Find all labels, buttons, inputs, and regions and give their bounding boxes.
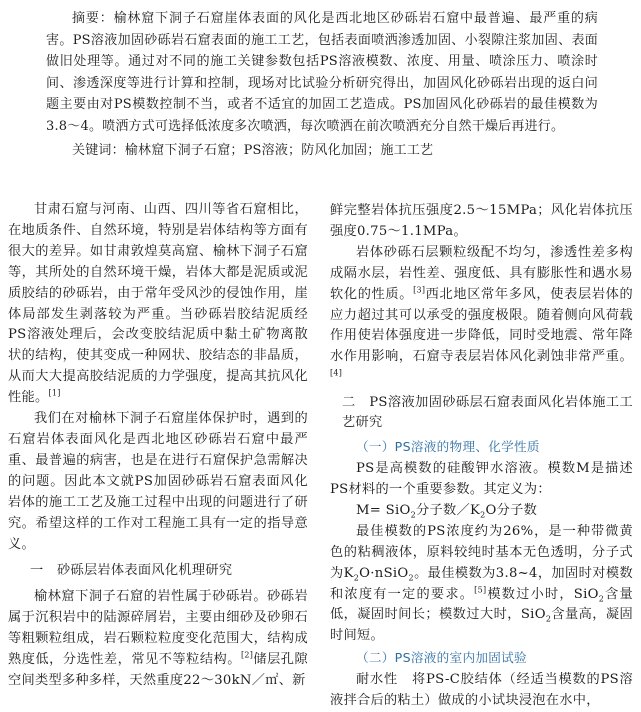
subscript: 2 xyxy=(410,510,416,520)
paragraph-text: 岩体砂砾石层颗粒级配不均匀，渗透性差多构成隔水层，岩性差、强度低、具有膨胀性和遇水易软化的性质。 xyxy=(330,244,633,302)
formula-part: 分子数／K xyxy=(416,502,481,518)
paragraph xyxy=(330,522,633,647)
paragraph-text: 含量低，凝固时间长；模数过大时，SiO xyxy=(330,586,634,623)
paragraph-text: 含量高，凝固时间短。 xyxy=(330,607,633,644)
formula-part: O分子数 xyxy=(485,502,538,518)
subsection-heading: （一）PS溶液的物理、化学性质 xyxy=(356,439,540,455)
paragraph-text: 。最佳模数为3.8~4，加固时对模数和浓度有一定的要求。 xyxy=(330,565,634,602)
subsection-heading: （二）PS溶液的室内加固试验 xyxy=(356,650,527,666)
paragraph xyxy=(330,243,633,389)
right-column xyxy=(330,201,633,712)
paragraph-text: 甘肃石窟与河南、山西、四川等省石窟相比，在地质条件、自然环境，特别是岩体结构等方面有很大的差异。如甘肃敦煌莫高窟、榆林下洞子石窟等，其所处的自然环境干燥，岩体大都是泥质或泥质胶结的砂砾岩，由于常年受风沙的侵蚀作用，崖体局部发生剥落较为严重。当砂砾岩胶结泥质经PS溶液处理后，会改变胶结泥质中黏土矿物离散状的结构，使其变成一种网状、胶结态的非晶质，从而大大提高胶结泥质的力学强度，提高其抗风化性能。 xyxy=(8,202,308,406)
paragraph: PS是高模数的硅酸钾水溶液。模数M是描述PS材料的一个重要参数。其定义为： xyxy=(330,461,633,497)
citation: [1] xyxy=(48,388,61,398)
paragraph-text: 西北地区常年多风，使表层岩体的应力超过其可以承受的强度极限。随着侧向风荷载作用使岩体强度进一步降低，同时受地震、常年降水作用影响，石窟寺表层岩体风化剥蚀非常严重。 xyxy=(330,286,633,365)
subscript: 2 xyxy=(480,510,486,520)
keywords: 关键词：榆林窟下洞子石窟；PS溶液；防风化加固；施工工艺 xyxy=(72,142,434,158)
subscript: 2 xyxy=(545,615,552,625)
subscript: 2 xyxy=(353,573,360,583)
citation: [4] xyxy=(330,368,343,378)
formula xyxy=(330,501,633,522)
paragraph xyxy=(8,587,308,692)
paragraph-text: 最佳模数的PS浓度约为26%，是一种带微黄色的粘稠液体，原料较纯时基本无色透明，分子式为K xyxy=(330,523,633,581)
section-heading: 二 PS溶液加固砂砾层石窟表面风化岩体施工工艺研究 xyxy=(342,395,633,431)
citation: [2] xyxy=(240,650,254,660)
citation: [5] xyxy=(474,585,487,595)
paragraph-text: 榆林窟下洞子石窟的岩性属于砂砾岩。砂砾岩属于沉积岩中的陆源碎屑岩，主要由细砂及砂卵石等粗颗粒组成，岩石颗粒粒度变化范围大，结构成熟度低，分选性差，常见不等粒结构。 xyxy=(8,589,308,668)
paragraph: 我们在对榆林下洞子石窟崖体保护时，遇到的石窟岩体表面风化是西北地区砂砾岩石窟中最严重、最普遍的病害，也是在进行石窟保护急需解决的问题。因此本文就PS加固砂砾岩石窟表面风化岩体的施工工艺及施工过程中出现的问题进行了研究。希望这样的工作对工程施工具有一定的指导意义。 xyxy=(8,411,308,552)
formula-part: M= SiO xyxy=(356,502,411,518)
paragraph-text: 储层孔隙空间类型多种多样，天然重度22～30kN／㎡、新 xyxy=(8,652,308,689)
paragraph: 耐水性 将PS-C胶结体（经适当模数的PS溶液拌合后的粘土）做成的小试块浸泡在水中， xyxy=(330,672,633,709)
subscript: 2 xyxy=(598,594,605,604)
subscript: 2 xyxy=(408,573,414,583)
citation: [3] xyxy=(413,285,426,295)
abstract-block xyxy=(46,8,598,161)
paragraph: 鲜完整岩体抗压强度2.5～15MPa；风化岩体抗压强度0.75～1.1MPa。 xyxy=(330,203,633,239)
section-heading: 一 砂砾层岩体表面风化机理研究 xyxy=(30,563,233,579)
paragraph-text: 模数过小时，SiO xyxy=(486,586,599,602)
abstract-text: 摘要：榆林窟下洞子石窟崖体表面的风化是西北地区砂砾岩石窟中最普遍、最严重的病害。PS溶液加固砂砾岩石窟表面的施工工艺，包括表面喷洒渗透加固、小裂隙注浆加固、表面做旧处理等。通过对不同的施工关键参数包括PS溶液模数、浓度、用量、喷涂压力、喷涂时间、渗透深度等进行计算和控制，现场对比试验分析研究得出，加固风化砂砾岩出现的返白问题主要由对PS模数控制不当，或者不适宜的加固工艺造成。PS加固风化砂砾岩的最佳模数为3.8～4。喷洒方式可选择低浓度多次喷洒，每次喷洒在前次喷洒充分自然干燥后再进行。 xyxy=(46,11,598,134)
paragraph xyxy=(8,200,308,409)
left-column xyxy=(8,200,308,692)
paragraph-text: O·nSiO xyxy=(359,565,409,581)
